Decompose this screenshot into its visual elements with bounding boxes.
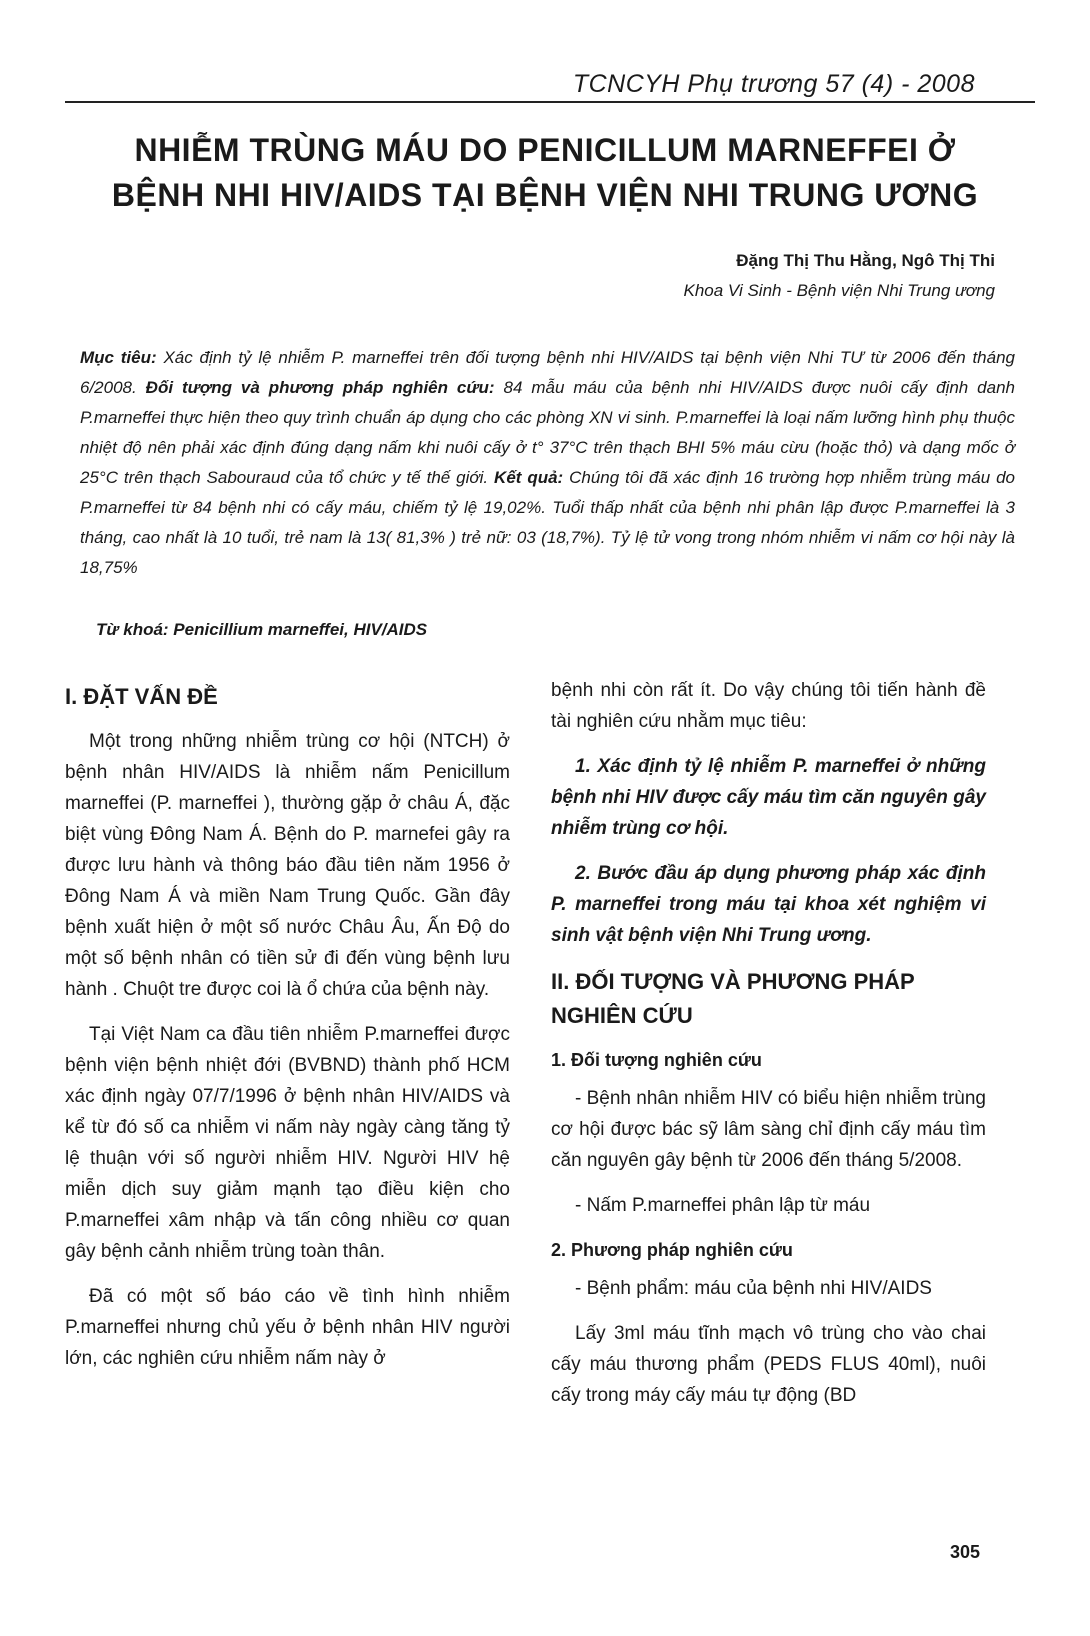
page-number: 305 xyxy=(949,1542,980,1562)
abstract-methods-label: Đối tượng và phương pháp nghiên cứu: xyxy=(145,378,495,397)
section-heading-introduction: I. ĐẶT VẤN ĐỀ xyxy=(65,684,218,709)
abstract xyxy=(80,343,1015,583)
methods-paragraph-2: Lấy 3ml máu tĩnh mạch vô trùng cho vào chai cấy máu thương phẩm (PEDS FLUS 40ml), nuôi cấy trong máy cấy máu tự động (BD xyxy=(551,1323,986,1406)
header-rule xyxy=(65,101,1035,103)
objective-1: 1. Xác định tỷ lệ nhiễm P. marneffei ở những bệnh nhi HIV được cấy máu tìm căn nguyên gây nhiễm trùng cơ hội. xyxy=(551,756,986,839)
author-block xyxy=(684,246,996,306)
title-line-1: NHIỄM TRÙNG MÁU DO PENICILLUM MARNEFFEI Ở xyxy=(134,132,956,168)
intro-paragraph-3: Đã có một số báo cáo về tình hình nhiễm P.marneffei nhưng chủ yếu ở bệnh nhân HIV người lớn, các nghiên cứu nhiễm nấm này ở xyxy=(65,1286,510,1369)
abstract-methods-text: 84 mẫu máu của bệnh nhi HIV/AIDS được nuôi cấy định danh P.marneffei thực hiện theo quy trình chuẩn áp dụng cho các phòng XN vi sinh. P.marneffei là loại nấm lưỡng hình phụ thuộc nhiệt độ nên phải xác định đúng dạng nấm khi nuôi cấy ở t° 37°C trên thạch BHI 5% máu cừu (hoặc thỏ) và dạng mốc ở 25°C trên thạch Sabouraud của tổ chức y tế thế giới. xyxy=(80,378,1016,487)
abstract-objective-text: Xác định tỷ lệ nhiễm P. marneffei trên đối tượng bệnh nhi HIV/AIDS tại bệnh viện Nhi TƯ từ 2006 đến tháng 6/2008. xyxy=(80,348,1015,397)
right-column xyxy=(551,675,986,1425)
intro-paragraph-2: Tại Việt Nam ca đầu tiên nhiễm P.marneffei được bệnh viện bệnh nhiệt đới (BVBND) thành phố HCM xác định ngày 07/7/1996 ở bệnh nhân HIV/AIDS và kể từ đó số ca nhiễm vi nấm này ngày càng tăng tỷ lệ thuận với số người nhiễm HIV. Người HIV hệ miễn dịch suy giảm mạnh tạo điều kiện cho P.marneffei xâm nhập và tấn công nhiều cơ quan gây bệnh cảnh nhiễm trùng toàn thân. xyxy=(65,1024,510,1262)
running-header: TCNCYH Phụ trương 57 (4) - 2008 xyxy=(572,70,975,98)
abstract-results-text: Chúng tôi đã xác định 16 trường hợp nhiễm trùng máu do P.marneffei từ 84 bệnh nhi có cấy máu, chiếm tỷ lệ 19,02%. Tuổi thấp nhất của bệnh nhi phân lập được P.marneffei là 3 tháng, cao nhất là 10 tuổi, trẻ nam là 13( 81,3% ) trẻ nữ: 03 (18,7%). Tỷ lệ tử vong trong nhóm nhiễm vi nấm cơ hội này là 18,75% xyxy=(80,468,1015,577)
intro-paragraph-1: Một trong những nhiễm trùng cơ hội (NTCH) ở bệnh nhân HIV/AIDS là nhiễm nấm Penicillum marneffei (P. marneffei ), thường gặp ở châu Á, đặc biệt vùng Đông Nam Á. Bệnh do P. marnefei gây ra được lưu hành và thông báo đầu tiên năm 1956 ở Đông Nam Á và miền Nam Trung Quốc. Gần đây bệnh xuất hiện ở một số nước Châu Âu, Ấn Độ do một số bệnh nhân có tiền sử đi đến vùng bệnh lưu hành . Chuột tre được coi là ổ chứa của bệnh này. xyxy=(65,731,510,1000)
intro-continuation: bệnh nhi còn rất ít. Do vậy chúng tôi tiến hành đề tài nghiên cứu nhằm mục tiêu: xyxy=(551,680,986,732)
abstract-results-label: Kết quả: xyxy=(494,468,564,487)
article-title xyxy=(60,128,1030,218)
subjects-paragraph-1: - Bệnh nhân nhiễm HIV có biểu hiện nhiễm trùng cơ hội được bác sỹ lâm sàng chỉ định cấy máu tìm căn nguyên gây bệnh từ 2006 đến tháng 5/2008. xyxy=(551,1088,986,1171)
abstract-objective-label: Mục tiêu: xyxy=(80,348,157,367)
author-names: Đặng Thị Thu Hằng, Ngô Thị Thi xyxy=(736,251,995,270)
keywords: Từ khoá: Penicillium marneffei, HIV/AIDS xyxy=(96,620,428,639)
left-column xyxy=(65,680,510,1388)
section-heading-methods: II. ĐỐI TƯỢNG VÀ PHƯƠNG PHÁP NGHIÊN CỨU xyxy=(551,969,915,1028)
title-line-2: BỆNH NHI HIV/AIDS TẠI BỆNH VIỆN NHI TRUNG ƯƠNG xyxy=(111,177,979,213)
author-affiliation: Khoa Vi Sinh - Bệnh viện Nhi Trung ương xyxy=(683,281,995,300)
subjects-paragraph-2: - Nấm P.marneffei phân lập từ máu xyxy=(575,1195,871,1216)
methods-paragraph-1: - Bệnh phẩm: máu của bệnh nhi HIV/AIDS xyxy=(575,1278,932,1299)
subheading-subjects: 1. Đối tượng nghiên cứu xyxy=(551,1050,762,1070)
subheading-methods: 2. Phương pháp nghiên cứu xyxy=(551,1240,793,1260)
objective-2: 2. Bước đầu áp dụng phương pháp xác định P. marneffei trong máu tại khoa xét nghiệm vi sinh vật bệnh viện Nhi Trung ương. xyxy=(551,863,986,946)
